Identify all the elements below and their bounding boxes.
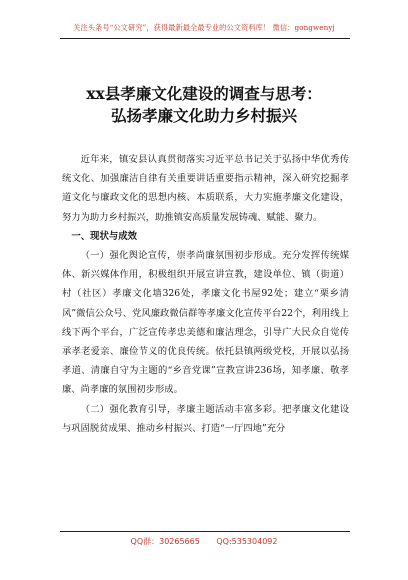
document-body bbox=[62, 150, 349, 438]
header-divider bbox=[60, 38, 350, 39]
header-promo-note: 关注头条号“公文研究”，获得最新最全最专业的公文资料库！ 微信：gongwenyj bbox=[73, 23, 335, 32]
document-title-line1: xx县孝廉文化建设的调查与思考： bbox=[86, 84, 322, 103]
qq-group-text: QQ群：30265665 bbox=[130, 537, 200, 546]
intro-paragraph: 近年来，镇安县认真贯彻落实习近平总书记关于弘扬中华优秀传统文化、加强廉洁自律有关重要讲话重要指示精神，深入研究挖掘孝道文化与廉政文化的思想内核、本质联系，大力实施孝廉文化建设，努力为助力乡村振兴，助推镇安高质量发展铸魂、赋能、聚力。 bbox=[62, 154, 349, 223]
footer-divider bbox=[60, 531, 350, 532]
footer-contact bbox=[0, 536, 408, 547]
body-paragraph: （二）强化教育引导，孝廉主题活动丰富多彩。把孝廉文化建设与巩固脱贫成果、推动乡村振兴、打造“一厅四地”充分 bbox=[62, 403, 349, 434]
body-paragraph: （一）强化舆论宣传，崇孝尚廉氛围初步形成。充分发挥传统媒体、新兴媒体作用，积极组织开展宣讲宣教，建设单位、镇（街道）村（社区）孝廉文化墙326处，孝廉文化书屋92处；建立“栗乡清风”微信公众号、党风廉政微信群等孝廉文化宣传平台22个，利用线上线下两个平台，广泛宣传孝忠美德和廉洁理念，引导广大民众自觉传承孝老爱亲、廉俭节义的优良传统。依托县镇两级党校，开展以弘扬孝道、清廉自守为主题的“乡音党课”宣教宣讲236场，知孝廉、敬孝廉、尚孝廉的氛围初步形成。 bbox=[62, 250, 349, 396]
section-heading: 一、现状与成效 bbox=[71, 230, 138, 242]
qq-text: QQ:535304092 bbox=[216, 537, 278, 546]
document-title-line2: 弘扬孝廉文化助力乡村振兴 bbox=[110, 106, 297, 125]
